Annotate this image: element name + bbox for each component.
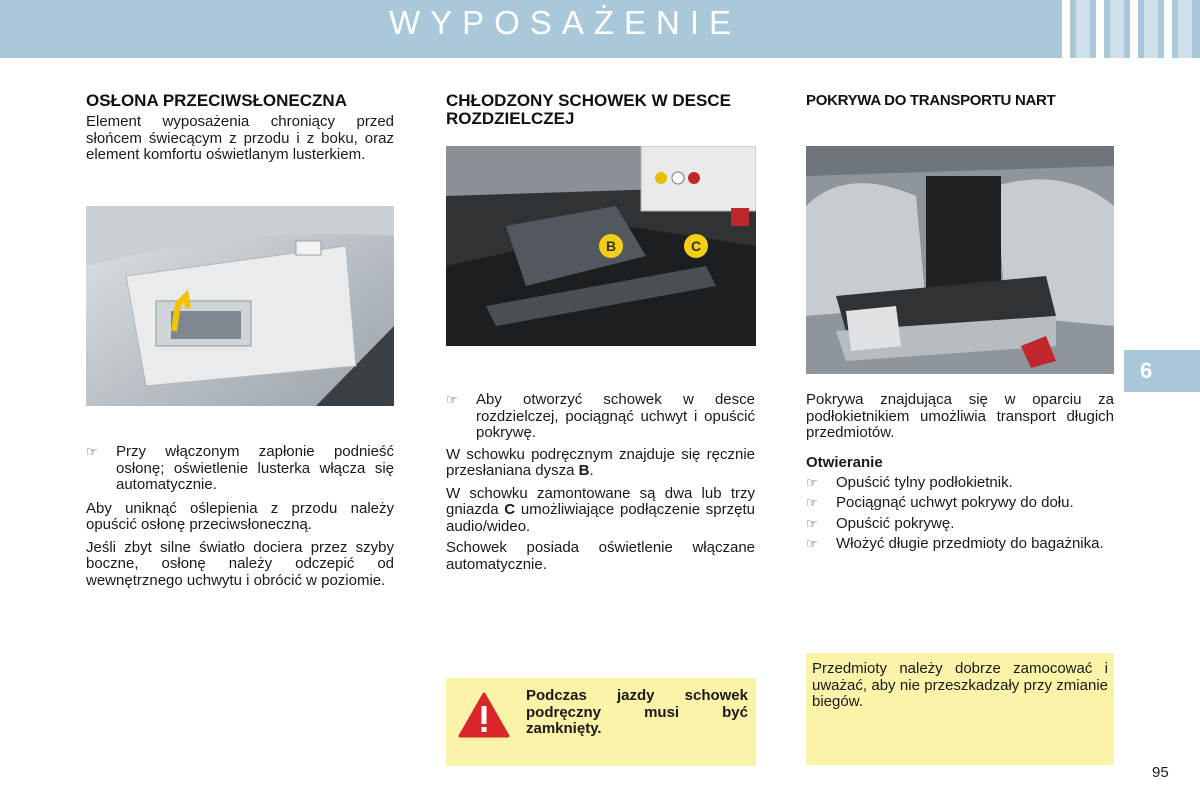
intro-text: Pokrywa znajdująca się w oparciu za podłokietnikiem umożliwia transport długich przedmiotów.: [806, 391, 1114, 441]
pointing-hand-icon: ☞: [806, 495, 818, 510]
ski-hatch-illustration: [806, 146, 1114, 374]
pointing-hand-icon: ☞: [806, 474, 818, 490]
section-heading: CHŁODZONY SCHOWEK W DESCE ROZDZIELCZEJ: [446, 91, 731, 128]
intro-text: Element wyposażenia chroniący przed słońcem świecącym z przodu i z boku, oraz element komfortu oświetlanym lusterkiem.: [86, 113, 394, 163]
pointing-hand-icon: ☞: [806, 536, 818, 551]
step-item: ☞ Włożyć długie przedmioty do bagażnika.: [806, 535, 1104, 552]
section-heading: POKRYWA DO TRANSPORTU NART: [806, 92, 1056, 109]
glovebox-section: [446, 92, 755, 128]
pointing-hand-icon: ☞: [806, 515, 818, 531]
instruction-bullet: ☞ Przy włączonym zapłonie podnieść osłonę; oświetlenie lusterka włącza się automatycznie.: [86, 443, 394, 493]
step-item: ☞ Opuścić tylny podłokietnik.: [806, 473, 1013, 491]
note-box: [806, 653, 1114, 765]
note-text: Przedmioty należy dobrze zamocować i uważać, aby nie przeszkadzały przy zmianie biegów.: [812, 660, 1108, 710]
warning-triangle-icon: [458, 692, 510, 738]
step-item: ☞ Pociągnąć uchwyt pokrywy do dołu.: [806, 494, 1074, 511]
sun-visor-illustration: [86, 206, 394, 406]
section-heading: OSŁONA PRZECIWSŁONECZNA: [86, 91, 347, 110]
sun-visor-text: [86, 444, 394, 589]
paragraph: Aby uniknąć oślepienia z przodu należy opuścić osłonę przeciwsłoneczną.: [86, 499, 394, 533]
glovebox-text: [446, 392, 755, 573]
ski-hatch-text: [806, 392, 1114, 553]
pointing-hand-icon: ☞: [446, 392, 458, 407]
subheading: Otwieranie: [806, 453, 883, 471]
label-c: C: [690, 238, 702, 254]
paragraph: Schowek posiada oświetlenie włączane automatycznie.: [446, 539, 755, 573]
pointing-hand-icon: ☞: [86, 444, 98, 459]
ski-hatch-section: [806, 92, 1114, 110]
glovebox-illustration: [446, 146, 756, 346]
paragraph: W schowku podręcznym znajduje się ręcznie przesłaniana dysza B.: [446, 445, 755, 479]
instruction-bullet: ☞ Aby otworzyć schowek w desce rozdzielczej, pociągnąć uchwyt i opuścić pokrywę.: [446, 391, 755, 441]
warning-text: Podczas jazdy schowek podręczny musi być zamknięty.: [526, 687, 748, 737]
warning-box: [446, 678, 756, 766]
sun-visor-section: [86, 92, 394, 164]
chapter-tab[interactable]: 6: [1124, 350, 1200, 392]
page-number: 95: [1152, 764, 1169, 781]
paragraph: W schowku zamontowane są dwa lub trzy gniazda C umożliwiające podłączenie sprzętu audio/wideo.: [446, 484, 755, 535]
label-b: B: [605, 238, 617, 254]
paragraph: Jeśli zbyt silne światło dociera przez szyby boczne, osłonę należy odczepić od wewnętrznego uchwytu i obrócić w poziomie.: [86, 538, 394, 589]
header-decoration: [1062, 0, 1192, 58]
page-title: WYPOSAŻENIE: [388, 4, 742, 41]
step-item: ☞ Opuścić pokrywę.: [806, 514, 955, 532]
page-header: [0, 0, 1200, 58]
